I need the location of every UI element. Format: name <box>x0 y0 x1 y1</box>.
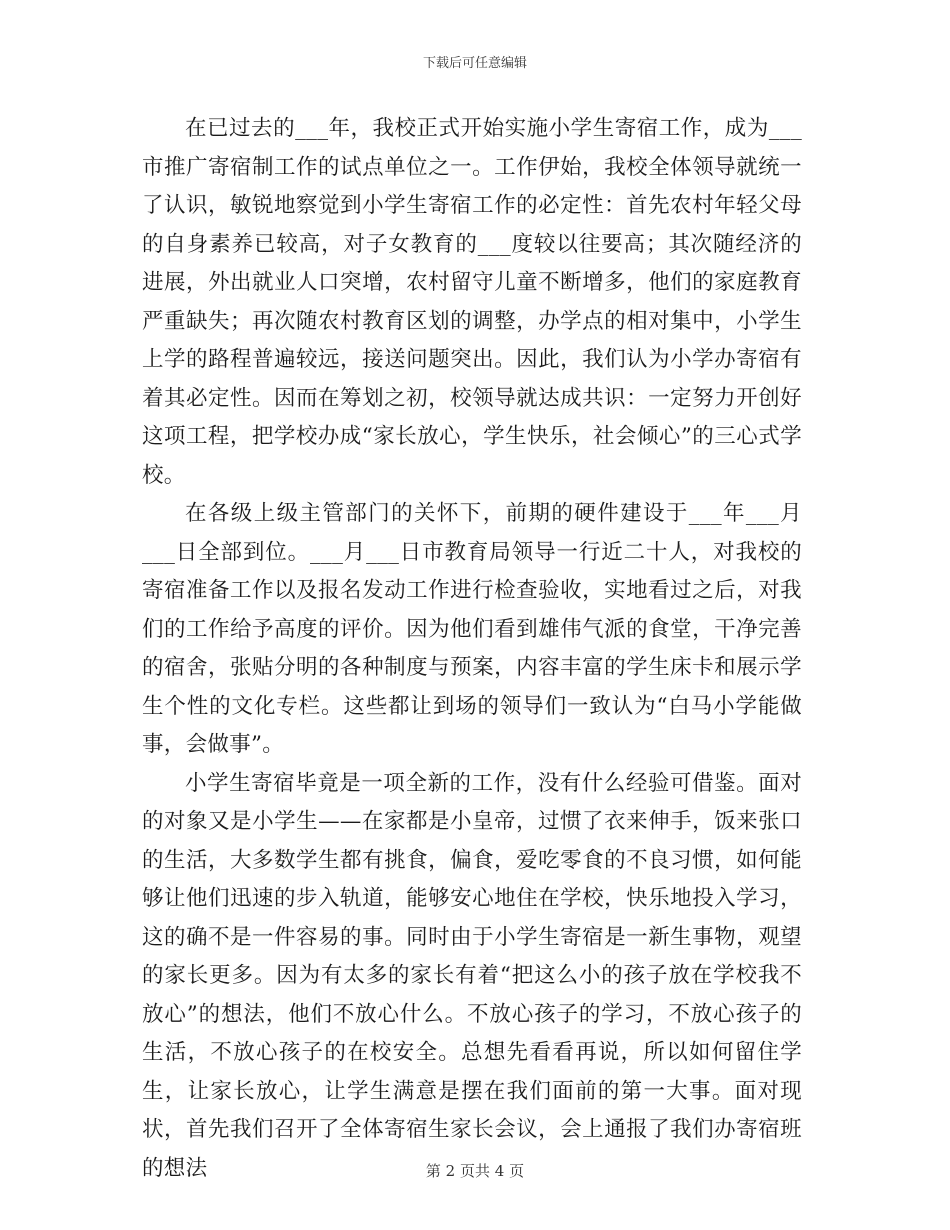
paragraph-2: 在各级上级主管部门的关怀下，前期的硬件建设于___年___月___日全部到位。___月___日市教育局领导一行近二十人，对我校的寄宿准备工作以及报名发动工作进行检查验收，实地看过之后，对我们的工作给予高度的评价。因为他们看到雄伟气派的食堂，干净完善的宿舍，张贴分明的各种制度与预案，内容丰富的学生床卡和展示学生个性的文化专栏。这些都让到场的领导们一致认为“白马小学能做事，会做事”。 <box>142 501 802 757</box>
paragraph-3: 小学生寄宿毕竟是一项全新的工作，没有什么经验可借鉴。面对的对象又是小学生——在家都是小皇帝，过惯了衣来伸手，饭来张口的生活，大多数学生都有挑食，偏食，爱吃零食的不良习惯，如何能够让他们迅速的步入轨道，能够安心地住在学校，快乐地投入学习，这的确不是一件容易的事。同时由于小学生寄宿是一新生事物，观望的家长更多。因为有太多的家长有着“把这么小的孩子放在学校我不放心”的想法，他们不放心什么。不放心孩子的学习，不放心孩子的生活，不放心孩子的在校安全。总想先看看再说，所以如何留住学生，让家长放心，让学生满意是摆在我们面前的第一大事。面对现状，首先我们召开了全体寄宿生家长会议，会上通报了我们办寄宿班的想法 <box>142 770 802 1181</box>
page-header: 下载后可任意编辑 <box>422 56 527 71</box>
page-footer: 第 2 页共 4 页 <box>425 1162 525 1180</box>
paragraph-1: 在已过去的___年，我校正式开始实施小学生寄宿工作，成为___市推广寄宿制工作的试点单位之一。工作伊始，我校全体领导就统一了认识，敏锐地察觉到小学生寄宿工作的必定性：首先农村年轻父母的自身素养已较高，对子女教育的___度较以往要高；其次随经济的进展，外出就业人口突增，农村留守儿童不断增多，他们的家庭教育严重缺失；再次随农村教育区划的调整，办学点的相对集中，小学生上学的路程普遍较远，接送问题突出。因此，我们认为小学办寄宿有着其必定性。因而在筹划之初，校领导就达成共识：一定努力开创好这项工程，把学校办成“家长放心，学生快乐，社会倾心”的三心式学校。 <box>142 116 802 488</box>
document-body <box>142 110 802 1188</box>
